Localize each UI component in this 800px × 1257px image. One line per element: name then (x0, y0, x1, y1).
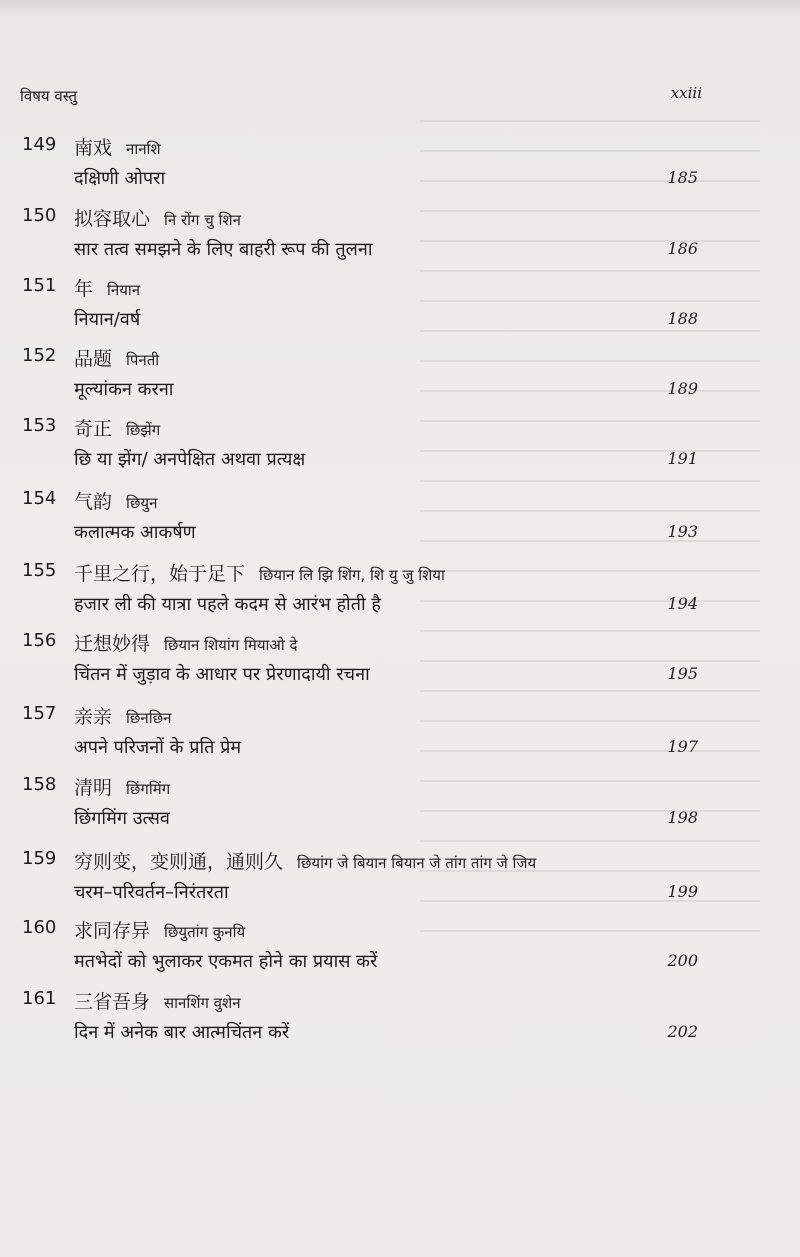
entry-chinese-term: 南戏 नानशि (74, 137, 161, 159)
entry-pinyin: पिनती (126, 351, 160, 369)
entry-pinyin: नियान (107, 281, 141, 299)
toc-entry (0, 774, 800, 834)
entry-chinese-term: 求同存异 छियुतांग कुनयि (74, 920, 246, 942)
entry-title: दिन में अनेक बार आत्मचिंतन करें (74, 1022, 290, 1043)
entry-number: 150 (22, 205, 57, 226)
entry-page: 186 (667, 239, 698, 258)
entry-number: 159 (22, 848, 57, 869)
entry-chinese-term: 清明 छिंगमिंग (74, 777, 171, 799)
toc-entry (0, 205, 800, 265)
entry-number: 153 (22, 415, 57, 436)
toc-entry (0, 275, 800, 335)
toc-entry (0, 415, 800, 475)
entry-number: 158 (22, 774, 57, 795)
entry-page: 199 (667, 882, 698, 901)
entry-title: नियान/वर्ष (74, 309, 141, 330)
entry-chinese-term: 年 नियान (74, 278, 141, 300)
entry-chinese-term: 穷则变，变则通，通则久 छियांग जे बियान बियान जे तांग तांग जे जिय (74, 851, 537, 873)
toc-entry (0, 134, 800, 194)
toc-entry (0, 988, 800, 1048)
entry-chinese-term: 品题 पिनती (74, 348, 160, 370)
entry-page: 191 (667, 449, 698, 468)
entry-chinese-term: 奇正 छिझेंग (74, 418, 161, 440)
entry-page: 195 (667, 664, 698, 683)
entry-page: 188 (667, 309, 698, 328)
entry-page: 202 (667, 1022, 698, 1041)
entry-pinyin: छियुतांग कुनयि (164, 923, 246, 941)
entry-title: चरम–परिवर्तन–निरंतरता (74, 882, 229, 903)
entry-pinyin: छियान लि झि शिंग, शि यु जु शिया (259, 566, 445, 584)
entry-number: 155 (22, 560, 57, 581)
entry-title: छिंगमिंग उत्सव (74, 808, 170, 829)
entry-chinese-term: 亲亲 छिनछिन (74, 706, 172, 728)
entry-title: चिंतन में जुड़ाव के आधार पर प्रेरणादायी रचना (74, 664, 370, 685)
toc-entry (0, 703, 800, 763)
entry-number: 151 (22, 275, 57, 296)
entry-page: 194 (667, 594, 698, 613)
entry-pinyin: सानशिंग वुशेन (164, 994, 241, 1012)
entry-chinese-term: 气韵 छियुन (74, 491, 158, 513)
entry-pinyin: छियान शियांग मियाओ दे (164, 636, 298, 654)
entry-title: मूल्यांकन करना (74, 379, 174, 400)
entry-pinyin: छियांग जे बियान बियान जे तांग तांग जे जिय (297, 854, 537, 872)
entry-chinese-term: 三省吾身 सानशिंग वुशेन (74, 991, 241, 1013)
entry-title: छि या झेंग/ अनपेक्षित अथवा प्रत्यक्ष (74, 449, 306, 470)
running-header-page-number: xxiii (670, 84, 702, 102)
entry-number: 161 (22, 988, 57, 1009)
toc-entry (0, 345, 800, 405)
entry-title: दक्षिणी ओपरा (74, 168, 166, 189)
entry-chinese-term: 千里之行，始于足下 छियान लि झि शिंग, शि यु जु शिया (74, 563, 445, 585)
toc-entry (0, 848, 800, 908)
running-header-title: विषय वस्तु (20, 87, 78, 105)
entry-number: 154 (22, 488, 57, 509)
entry-title: अपने परिजनों के प्रति प्रेम (74, 737, 242, 758)
entry-number: 157 (22, 703, 57, 724)
entry-pinyin: छिझेंग (126, 421, 161, 439)
entry-page: 198 (667, 808, 698, 827)
entry-number: 156 (22, 630, 57, 651)
entry-page: 200 (667, 951, 698, 970)
entry-title: कलात्मक आकर्षण (74, 522, 196, 543)
entry-title: सार तत्व समझने के लिए बाहरी रूप की तुलना (74, 239, 373, 260)
entry-pinyin: छिनछिन (126, 709, 172, 727)
entry-pinyin: छियुन (126, 494, 158, 512)
entry-page: 189 (667, 379, 698, 398)
entry-chinese-term: 迁想妙得 छियान शियांग मियाओ दे (74, 633, 298, 655)
entry-pinyin: छिंगमिंग (126, 780, 171, 798)
entry-number: 160 (22, 917, 57, 938)
page-top-edge (0, 0, 800, 18)
entry-pinyin: नि रोंग चु शिन (164, 211, 241, 229)
entry-page: 193 (667, 522, 698, 541)
entry-page: 197 (667, 737, 698, 756)
toc-entry (0, 488, 800, 548)
entry-chinese-term: 拟容取心 नि रोंग चु शिन (74, 208, 241, 230)
entry-title: हजार ली की यात्रा पहले कदम से आरंभ होती है (74, 594, 381, 615)
entry-title: मतभेदों को भुलाकर एकमत होने का प्रयास करें (74, 951, 378, 972)
toc-entry (0, 917, 800, 977)
entry-number: 152 (22, 345, 57, 366)
entry-number: 149 (22, 134, 57, 155)
entry-pinyin: नानशि (126, 140, 161, 158)
toc-entry (0, 630, 800, 690)
entry-page: 185 (667, 168, 698, 187)
toc-entry (0, 560, 800, 620)
